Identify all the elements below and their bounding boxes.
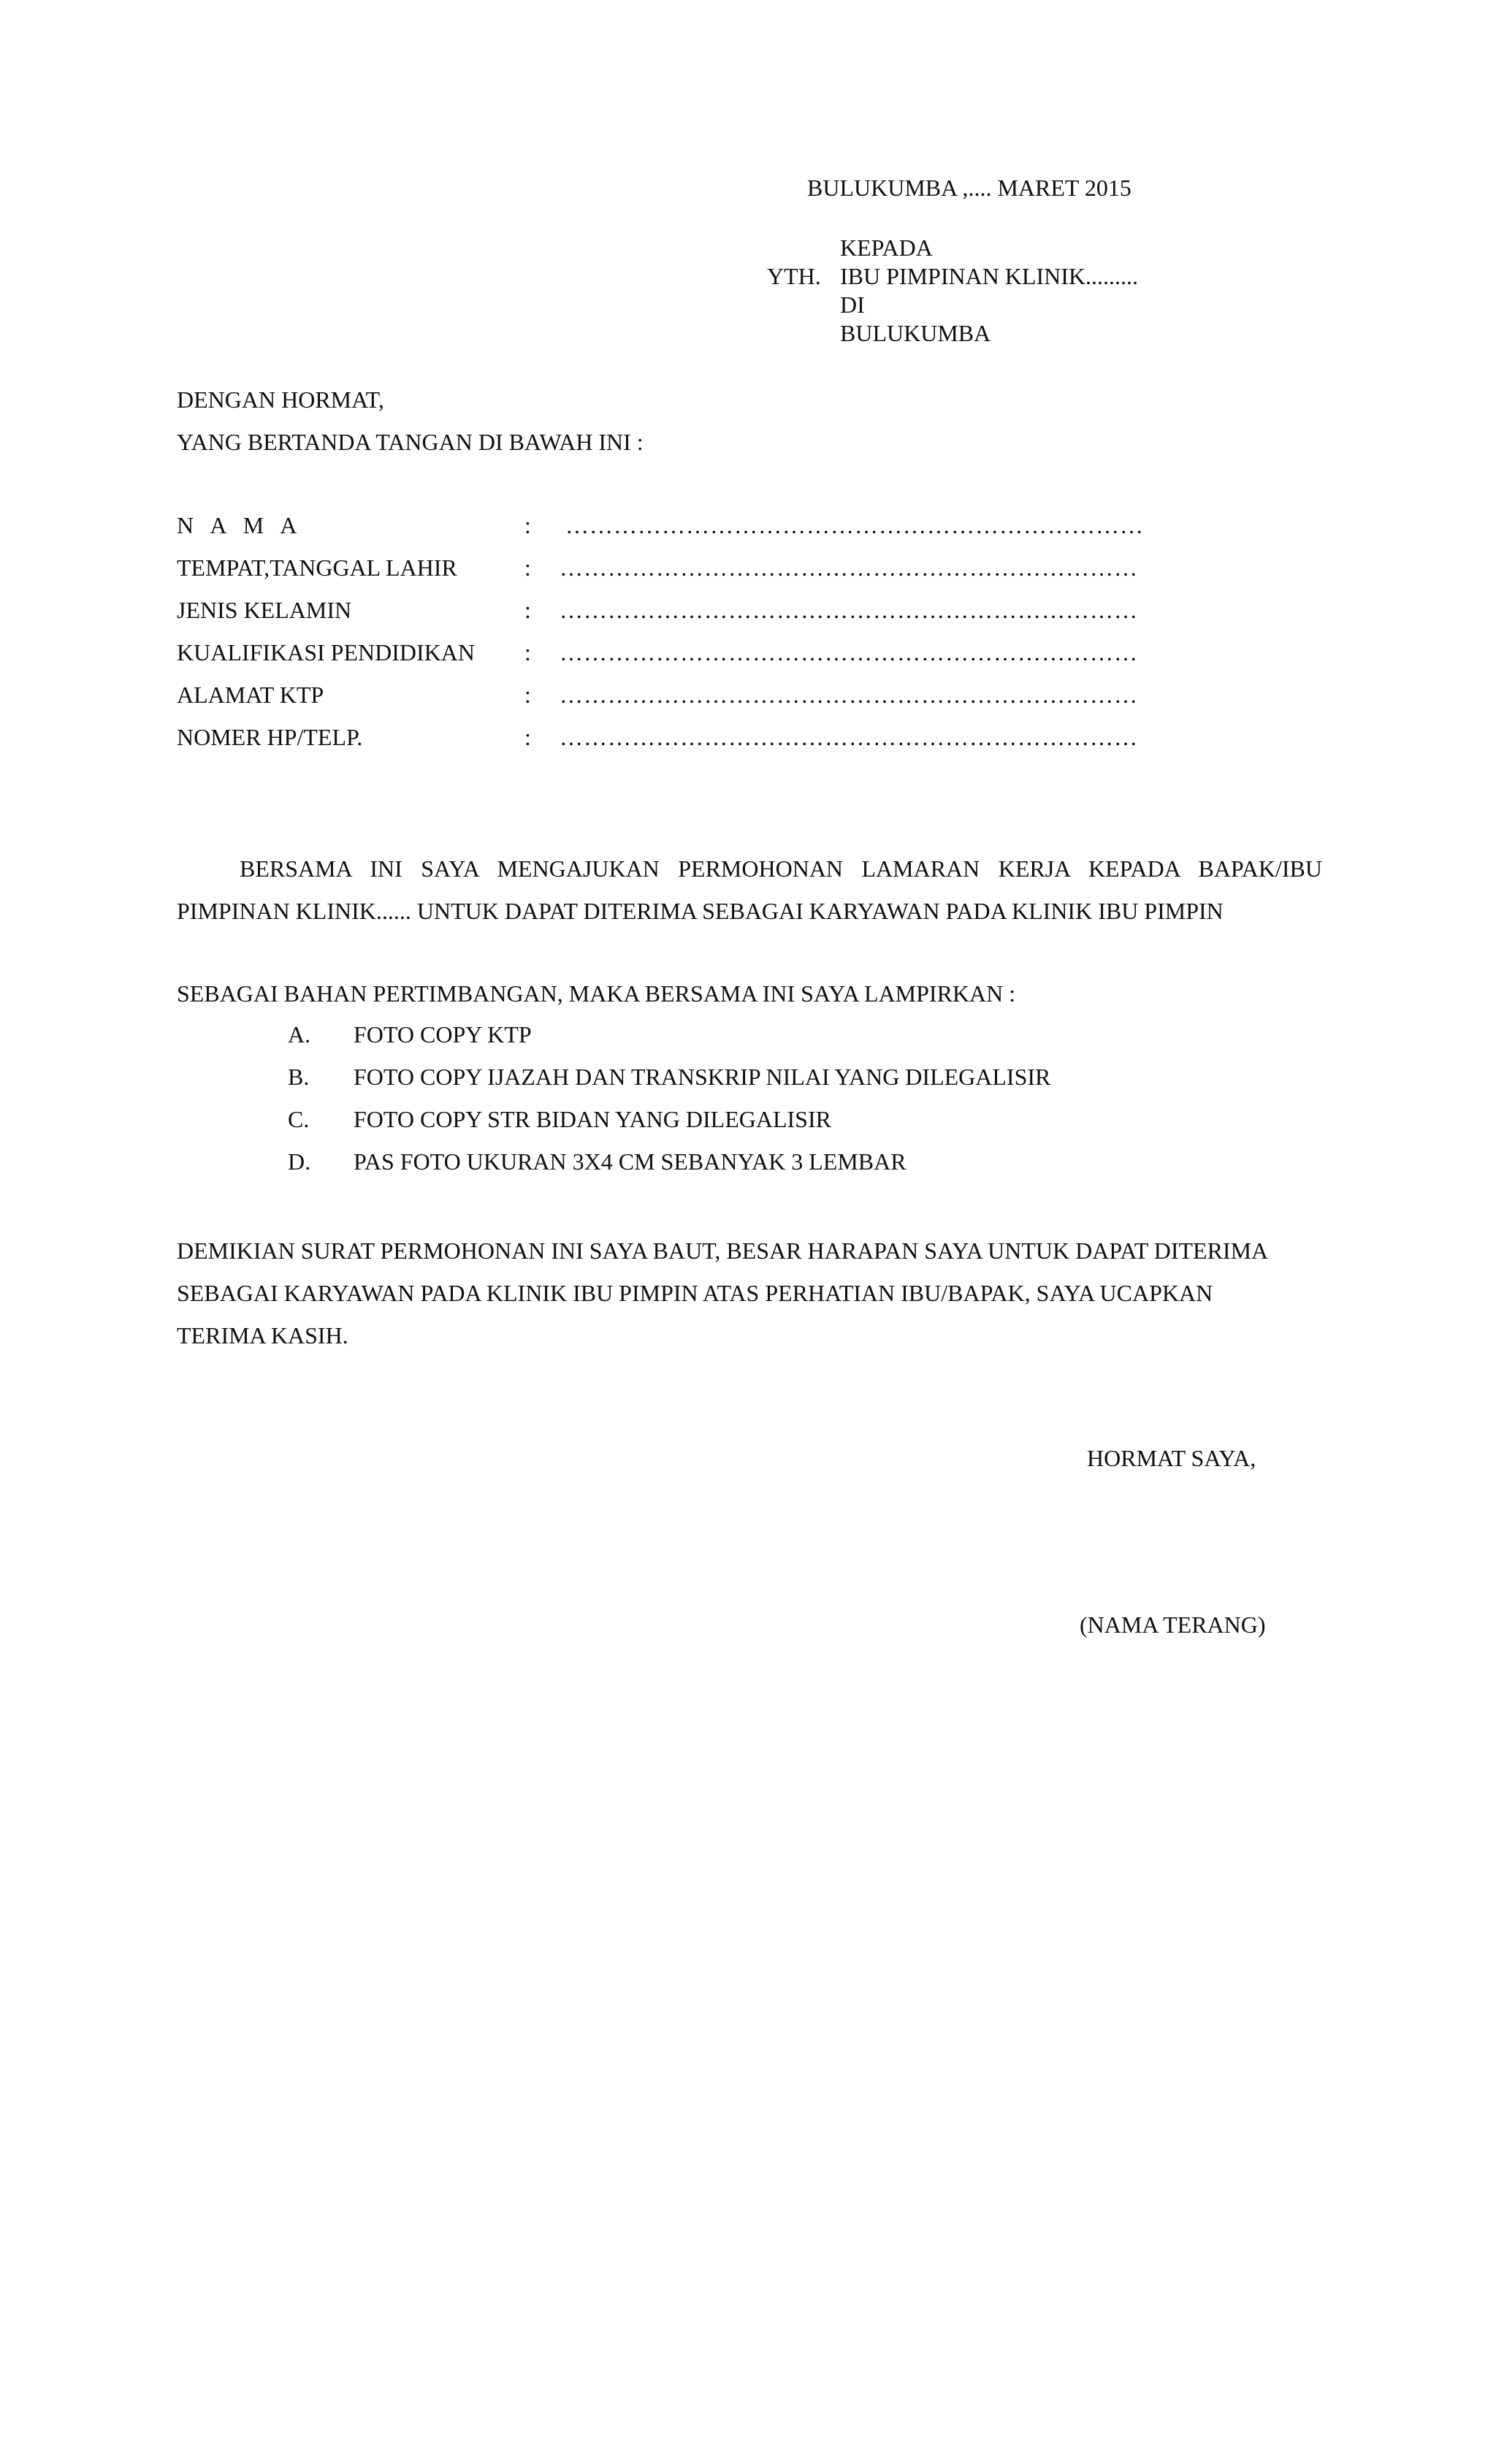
field-blank: ……………………………………………………………… xyxy=(560,554,1138,581)
list-item-text: PAS FOTO UKURAN 3X4 CM SEBANYAK 3 LEMBAR xyxy=(354,1148,907,1175)
field-colon: : xyxy=(524,597,531,623)
field-label: ALAMAT KTP xyxy=(177,682,324,708)
recipient-line: KEPADA xyxy=(840,234,933,261)
recipient-line: IBU PIMPINAN KLINIK......... xyxy=(840,263,1138,289)
field-colon: : xyxy=(524,512,531,538)
date-line: BULUKUMBA ,.... MARET 2015 xyxy=(807,175,1131,201)
field-blank: ……………………………………………………………… xyxy=(565,512,1144,538)
signature-name-placeholder: (NAMA TERANG) xyxy=(1080,1611,1266,1638)
field-colon: : xyxy=(524,724,531,750)
field-colon: : xyxy=(524,639,531,665)
field-label: TEMPAT,TANGGAL LAHIR xyxy=(177,554,457,581)
field-label: N A M A xyxy=(177,512,303,538)
field-colon: : xyxy=(524,682,531,708)
list-marker: B. xyxy=(288,1064,310,1090)
list-marker: A. xyxy=(288,1021,311,1048)
application-paragraph: BERSAMA INI SAYA MENGAJUKAN PERMOHONAN LAMARAN KERJA KEPADA BAPAK/IBU PIMPINAN KLINIK...... UNTUK DAPAT DITERIMA SEBAGAI KARYAWAN PADA KLINIK IBU PIMPIN xyxy=(177,855,1322,924)
field-label: KUALIFIKASI PENDIDIKAN xyxy=(177,639,475,665)
salutation: DENGAN HORMAT, xyxy=(177,386,384,413)
closing-paragraph: DEMIKIAN SURAT PERMOHONAN INI SAYA BAUT, BESAR HARAPAN SAYA UNTUK DAPAT DITERIMA SEBAGAI KARYAWAN PADA KLINIK IBU PIMPIN ATAS PERHATIAN IBU/BAPAK, SAYA UCAPKAN TERIMA KASIH. xyxy=(177,1237,1267,1349)
yth-label: YTH. xyxy=(767,263,821,289)
field-blank: ……………………………………………………………… xyxy=(560,597,1138,623)
list-marker: C. xyxy=(288,1106,310,1132)
field-colon: : xyxy=(524,554,531,581)
recipient-line: DI xyxy=(840,291,865,318)
signature-greeting: HORMAT SAYA, xyxy=(1087,1445,1256,1471)
field-blank: ……………………………………………………………… xyxy=(560,682,1138,708)
field-blank: ……………………………………………………………… xyxy=(560,639,1138,665)
recipient-lines xyxy=(840,234,1138,348)
intro-line: YANG BERTANDA TANGAN DI BAWAH INI : xyxy=(177,429,644,455)
field-label: NOMER HP/TELP. xyxy=(177,724,363,750)
field-blank: ……………………………………………………………… xyxy=(560,724,1138,750)
attachments-intro: SEBAGAI BAHAN PERTIMBANGAN, MAKA BERSAMA INI SAYA LAMPIRKAN : xyxy=(177,980,1016,1007)
list-item-text: FOTO COPY STR BIDAN YANG DILEGALISIR xyxy=(354,1106,831,1132)
list-marker: D. xyxy=(288,1148,311,1175)
list-item-text: FOTO COPY KTP xyxy=(354,1021,532,1048)
field-label: JENIS KELAMIN xyxy=(177,597,352,623)
list-item-text: FOTO COPY IJAZAH DAN TRANSKRIP NILAI YANG DILEGALISIR xyxy=(354,1064,1051,1090)
recipient-line: BULUKUMBA xyxy=(840,320,991,346)
